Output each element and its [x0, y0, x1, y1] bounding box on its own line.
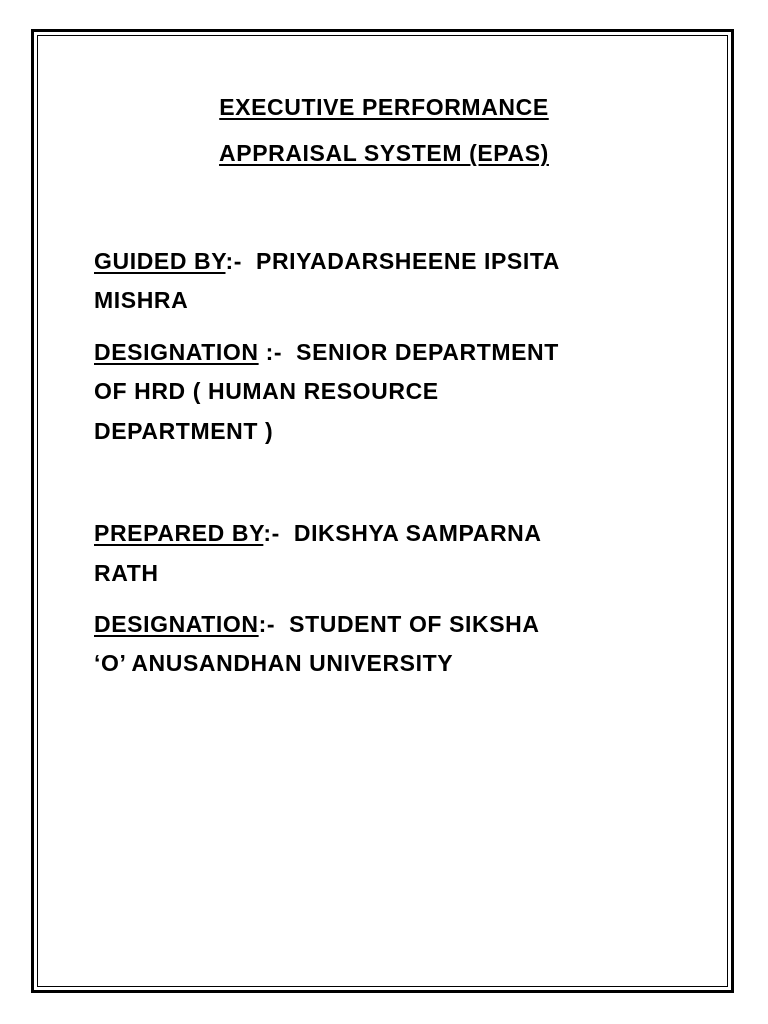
- guided-by-separator: :-: [225, 248, 243, 274]
- guide-designation-value-2: OF HRD ( HUMAN RESOURCE: [94, 378, 439, 404]
- page-border-inner: [37, 35, 728, 987]
- student-designation-value-2: ‘O’ ANUSANDHAN UNIVERSITY: [94, 650, 454, 676]
- guide-designation-label: DESIGNATION: [94, 339, 259, 365]
- guide-designation-value-3: DEPARTMENT ): [94, 418, 274, 444]
- guided-by-name: PRIYADARSHEENE IPSITA: [256, 248, 561, 274]
- title-line-2: [0, 142, 768, 165]
- student-designation-label: DESIGNATION: [94, 611, 259, 637]
- title-line-1: [0, 96, 768, 119]
- prepared-by-label: PREPARED BY: [94, 520, 264, 546]
- guided-by-line: [94, 250, 560, 273]
- student-designation-line-2: [94, 652, 453, 675]
- title-text-1: EXECUTIVE PERFORMANCE: [219, 94, 549, 120]
- student-designation-line: [94, 613, 540, 636]
- prepared-by-line-2: [94, 562, 159, 585]
- prepared-by-separator: :-: [263, 520, 280, 546]
- guided-by-line-2: [94, 289, 188, 312]
- guide-designation-value: SENIOR DEPARTMENT: [296, 339, 559, 365]
- guide-designation-line-3: [94, 420, 273, 443]
- prepared-by-name: DIKSHYA SAMPARNA: [293, 520, 542, 546]
- title-text-2: APPRAISAL SYSTEM (EPAS): [219, 140, 549, 166]
- guided-by-name-2: MISHRA: [94, 287, 189, 313]
- guide-designation-separator: :-: [258, 339, 283, 365]
- student-designation-value: STUDENT OF SIKSHA: [289, 611, 540, 637]
- prepared-by-name-2: RATH: [94, 560, 159, 586]
- guide-designation-line-2: [94, 380, 439, 403]
- student-designation-separator: :-: [258, 611, 276, 637]
- guide-designation-line: [94, 341, 559, 364]
- prepared-by-line: [94, 522, 542, 545]
- guided-by-label: GUIDED BY: [94, 248, 226, 274]
